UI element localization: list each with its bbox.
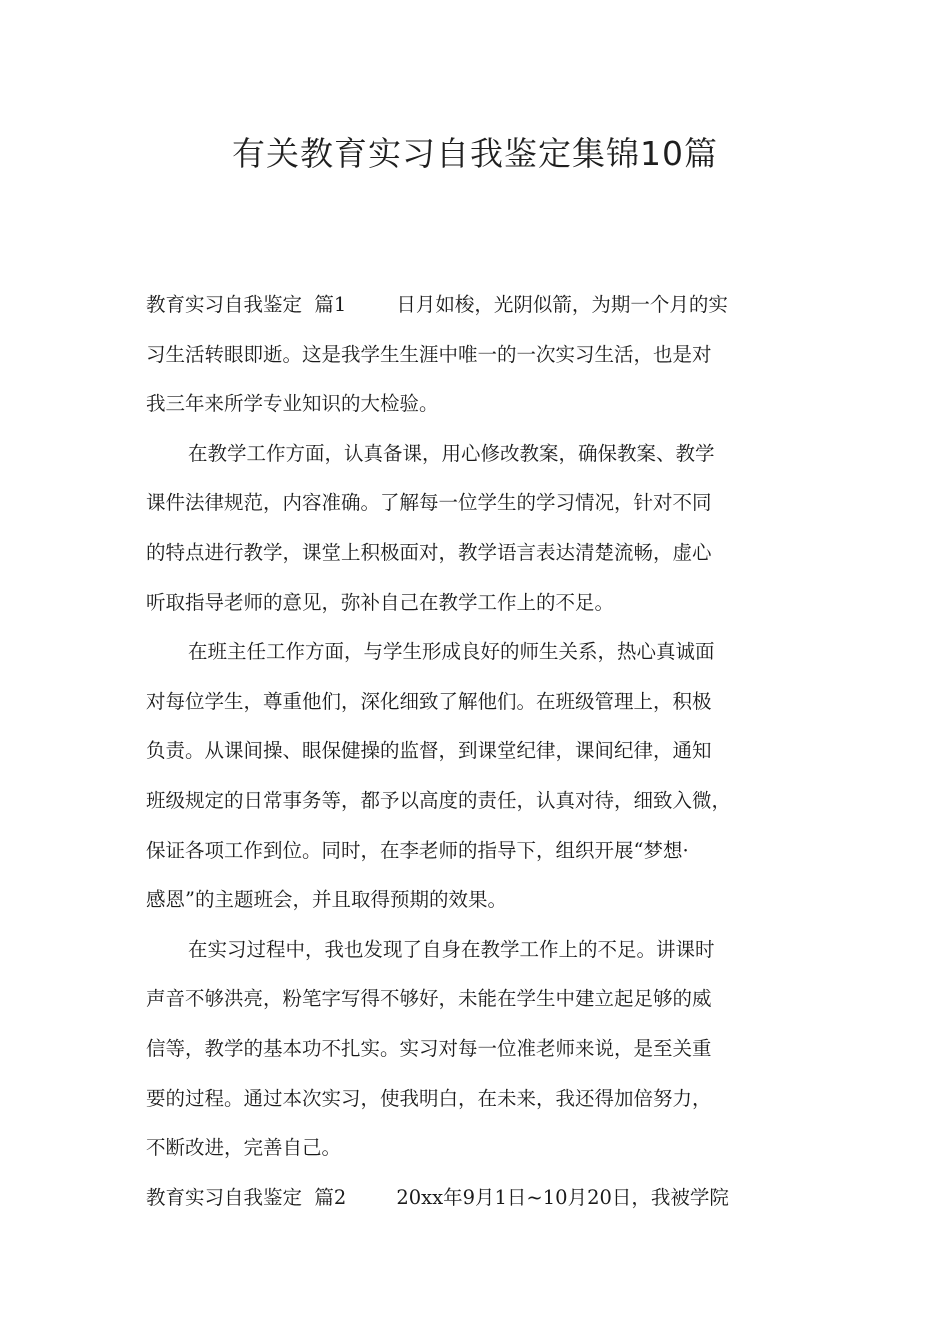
- text-line: 习生活转眼即逝。这是我学生生涯中唯一的一次实习生活，也是对: [146, 342, 712, 366]
- section-heading: 教育实习自我鉴定 篇1: [146, 293, 347, 316]
- text-line: 我三年来所学专业知识的大检验。: [146, 392, 439, 416]
- text-line: 在班主任工作方面，与学生形成良好的师生关系，热心真诚面: [188, 640, 715, 664]
- text-line: 的特点进行教学，课堂上积极面对，教学语言表达清楚流畅，虚心: [146, 540, 712, 564]
- section-lead-text: 20xx年9月1日~10月20日，我被学院: [396, 1185, 729, 1209]
- text-line: 班级规定的日常事务等，都予以高度的责任，认真对待，细致入微，: [146, 788, 732, 812]
- text-line: 不断改进，完善自己。: [146, 1136, 342, 1160]
- text-line: 对每位学生，尊重他们，深化细致了解他们。在班级管理上，积极: [146, 689, 712, 713]
- section-lead-text: 日月如梭，光阴似箭，为期一个月的实: [396, 293, 728, 316]
- section-heading-line: [146, 280, 816, 330]
- text-line: 听取指导老师的意见，弥补自己在教学工作上的不足。: [146, 590, 615, 614]
- text-line: 感恩”的主题班会，并且取得预期的效果。: [146, 888, 507, 912]
- text-line: 在实习过程中，我也发现了自身在教学工作上的不足。讲课时: [188, 937, 715, 961]
- text-line: 保证各项工作到位。同时，在李老师的指导下，组织开展“梦想·: [146, 838, 689, 862]
- paragraph: [146, 627, 816, 925]
- paragraph: [146, 925, 816, 1173]
- section-heading: 教育实习自我鉴定 篇2: [146, 1185, 347, 1209]
- section-heading-line: [146, 1173, 816, 1223]
- text-line: 课件法律规范，内容准确。了解每一位学生的学习情况，针对不同: [146, 491, 712, 515]
- document-title: 有关教育实习自我鉴定集锦10篇: [232, 134, 718, 173]
- paragraph: [146, 429, 816, 627]
- text-line: 要的过程。通过本次实习，使我明白，在未来，我还得加倍努力，: [146, 1086, 712, 1110]
- text-line: 声音不够洪亮，粉笔字写得不够好，未能在学生中建立起足够的威: [146, 987, 712, 1011]
- text-line: 信等，教学的基本功不扎实。实习对每一位准老师来说，是至关重: [146, 1036, 712, 1060]
- document-body: [146, 280, 816, 1222]
- text-line: 在教学工作方面，认真备课，用心修改教案，确保教案、教学: [188, 441, 715, 465]
- text-line: 负责。从课间操、眼保健操的监督，到课堂纪律，课间纪律，通知: [146, 739, 712, 763]
